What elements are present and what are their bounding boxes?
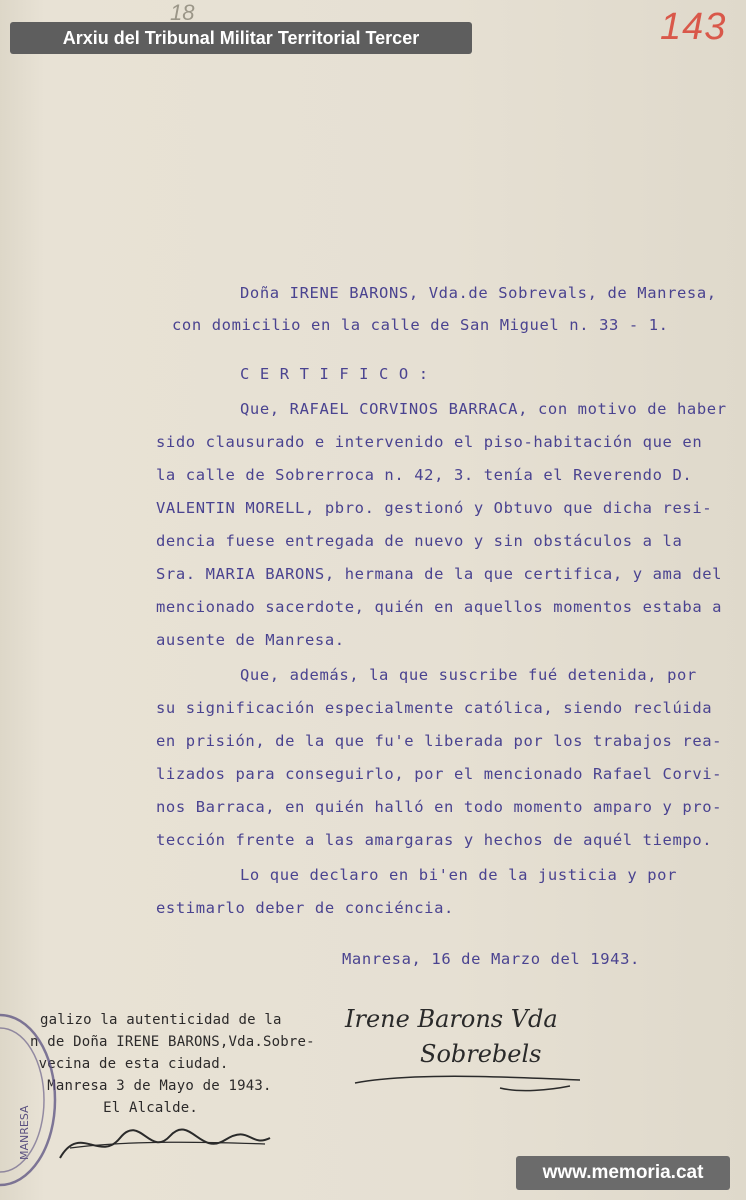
- signature-line-1: Irene Barons Vda: [345, 1005, 558, 1033]
- archive-banner: Arxiu del Tribunal Militar Territorial Tercer: [10, 22, 472, 54]
- body-line: Lo que declaro en bi'en de la justicia y por: [240, 866, 677, 884]
- watermark: www.memoria.cat: [516, 1156, 730, 1190]
- pencil-page-mark: 18: [170, 0, 195, 25]
- body-line: lizados para conseguirlo, por el mencionado Rafael Corvi-: [156, 765, 723, 783]
- signature-flourish: [350, 1068, 590, 1098]
- body-line: tección frente a las amargaras y hechos de aquél tiempo.: [156, 831, 713, 849]
- body-line: ausente de Manresa.: [156, 631, 345, 649]
- date-line: Manresa, 16 de Marzo del 1943.: [342, 950, 640, 968]
- body-line: con domicilio en la calle de San Miguel n. 33 - 1.: [172, 316, 669, 334]
- body-line: Que, RAFAEL CORVINOS BARRACA, con motivo de haber: [240, 400, 727, 418]
- body-line: su significación especialmente católica, siendo reclúida: [156, 699, 713, 717]
- body-line: VALENTIN MORELL, pbro. gestionó y Obtuvo que dicha resi-: [156, 499, 713, 517]
- folio-number: 143: [660, 6, 727, 48]
- body-line: dencia fuese entregada de nuevo y sin obstáculos a la: [156, 532, 683, 550]
- signature-line-2: Sobrebels: [420, 1040, 542, 1068]
- body-line: Que, además, la que suscribe fué detenida, por: [240, 666, 697, 684]
- body-line: nos Barraca, en quién halló en todo momento amparo y pro-: [156, 798, 723, 816]
- legalization-line: galizo la autenticidad de la: [40, 1012, 282, 1028]
- mayor-signature: [50, 1118, 280, 1168]
- legalization-line: vecina de esta ciudad.: [30, 1056, 229, 1072]
- body-line: en prisión, de la que fu'e liberada por los trabajos rea-: [156, 732, 723, 750]
- certifico-heading: C E R T I F I C O :: [240, 365, 429, 383]
- body-line: estimarlo deber de conciéncia.: [156, 899, 454, 917]
- legalization-line: n de Doña IRENE BARONS,Vda.Sobre-: [30, 1034, 315, 1050]
- body-line: mencionado sacerdote, quién en aquellos momentos estaba a: [156, 598, 723, 616]
- body-line: Doña IRENE BARONS, Vda.de Sobrevals, de Manresa,: [240, 284, 717, 302]
- body-line: sido clausurado e intervenido el piso-habitación que en: [156, 433, 703, 451]
- body-line: Sra. MARIA BARONS, hermana de la que certifica, y ama del: [156, 565, 723, 583]
- legalization-line: Manresa 3 de Mayo de 1943.: [30, 1078, 272, 1094]
- legalization-line: El Alcalde.: [60, 1100, 199, 1116]
- body-line: la calle de Sobrerroca n. 42, 3. tenía el Reverendo D.: [156, 466, 693, 484]
- stamp-label: MANRESA: [18, 1105, 31, 1160]
